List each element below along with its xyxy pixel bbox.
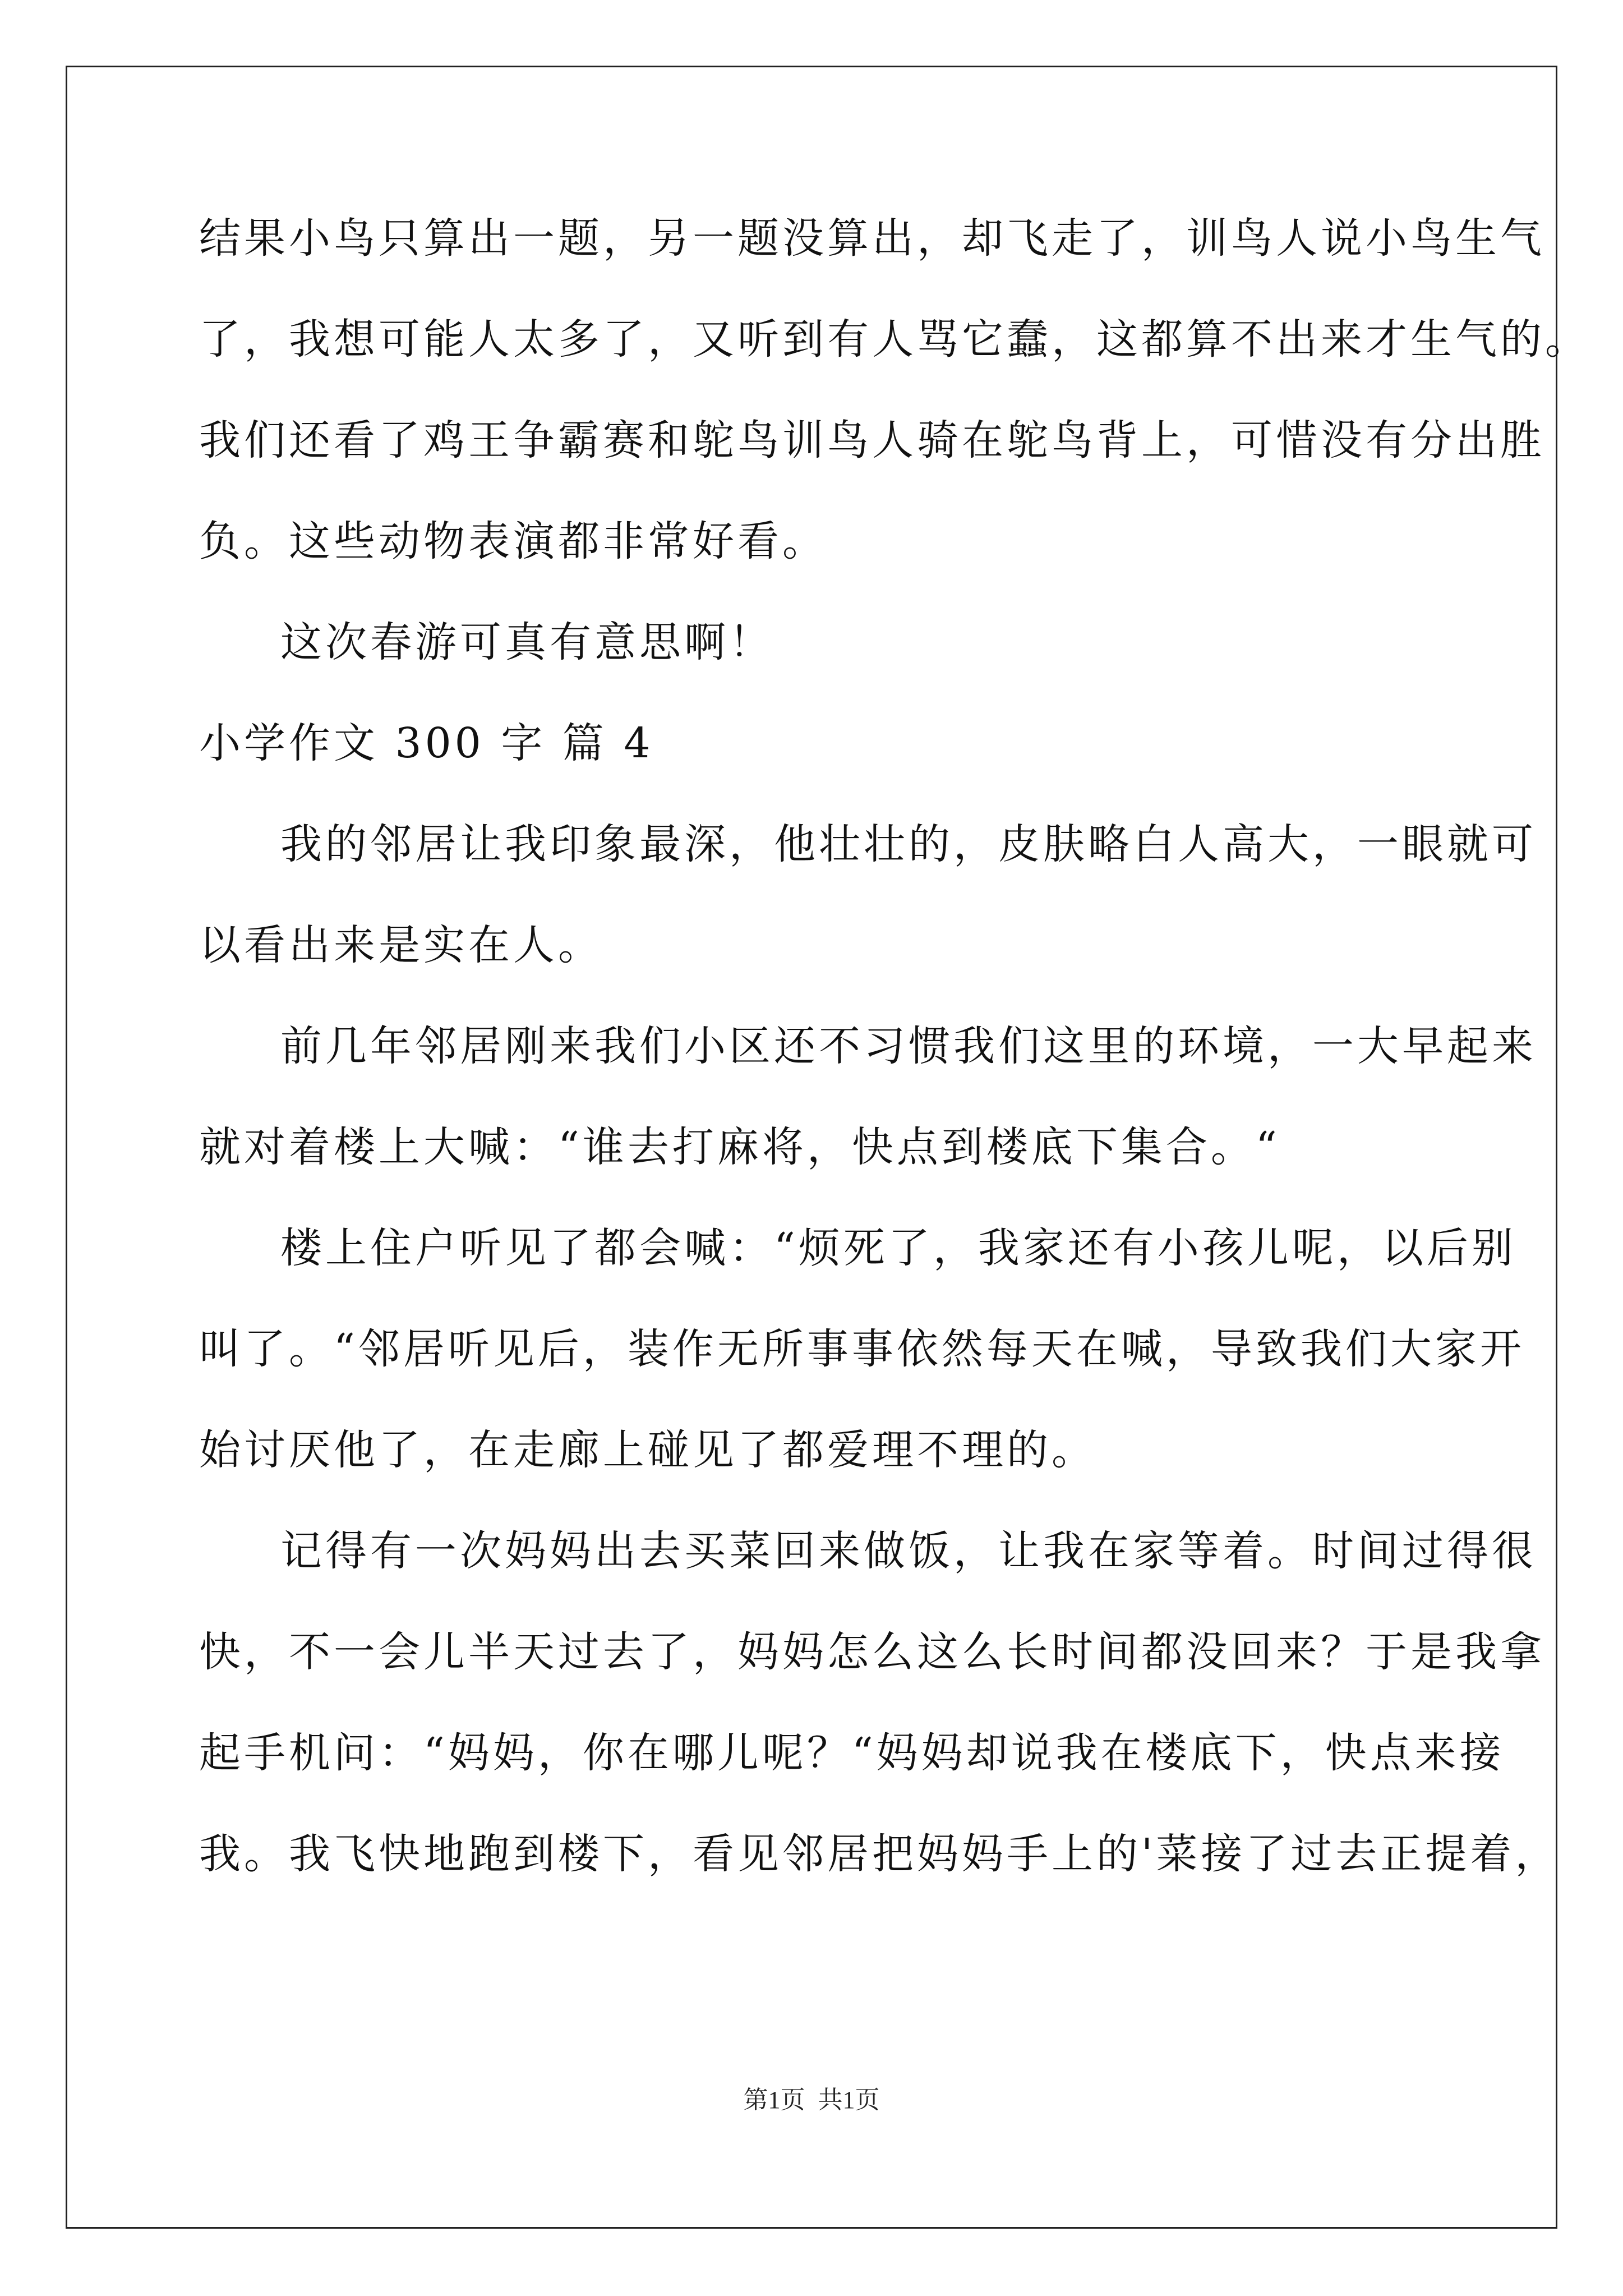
page-footer: 第1页 共1页 <box>743 2086 880 2114</box>
text-line: 结果小鸟只算出一题，另一题没算出，却飞走了，训鸟人说小鸟生气 <box>199 214 1545 263</box>
text-line: 始讨厌他了，在走廊上碰见了都爱理不理的。 <box>199 1426 1096 1474</box>
text-line: 以看出来是实在人。 <box>199 921 603 969</box>
text-line: 楼上住户听见了都会喊：“烦死了，我家还有小孩儿呢，以后别 <box>280 1224 1516 1272</box>
text-line: 了，我想可能人太多了，又听到有人骂它蠢，这都算不出来才生气的。 <box>199 315 1590 364</box>
text-line: 前几年邻居刚来我们小区还不习惯我们这里的环境，一大早起来 <box>280 1022 1537 1070</box>
text-line: 快，不一会儿半天过去了，妈妈怎么这么长时间都没回来？于是我拿 <box>199 1628 1545 1676</box>
text-line: 这次春游可真有意思啊！ <box>280 618 774 666</box>
text-line: 我。我飞快地跑到楼下，看见邻居把妈妈手上的'菜接了过去正提着， <box>199 1830 1560 1878</box>
text-line: 记得有一次妈妈出去买菜回来做饭，让我在家等着。时间过得很 <box>280 1527 1537 1575</box>
section-heading: 小学作文 300 字 篇 4 <box>199 719 654 767</box>
text-line: 叫了。“邻居听见后，装作无所事事依然每天在喊，导致我们大家开 <box>199 1325 1525 1373</box>
text-line: 就对着楼上大喊：“谁去打麻将，快点到楼底下集合。“ <box>199 1123 1280 1171</box>
text-line: 负。这些动物表演都非常好看。 <box>199 517 827 565</box>
text-line: 起手机问：“妈妈，你在哪儿呢？“妈妈却说我在楼底下，快点来接 <box>199 1729 1505 1777</box>
text-line: 我的邻居让我印象最深，他壮壮的，皮肤略白人高大，一眼就可 <box>280 820 1537 868</box>
text-line: 我们还看了鸡王争霸赛和鸵鸟训鸟人骑在鸵鸟背上，可惜没有分出胜 <box>199 416 1545 464</box>
